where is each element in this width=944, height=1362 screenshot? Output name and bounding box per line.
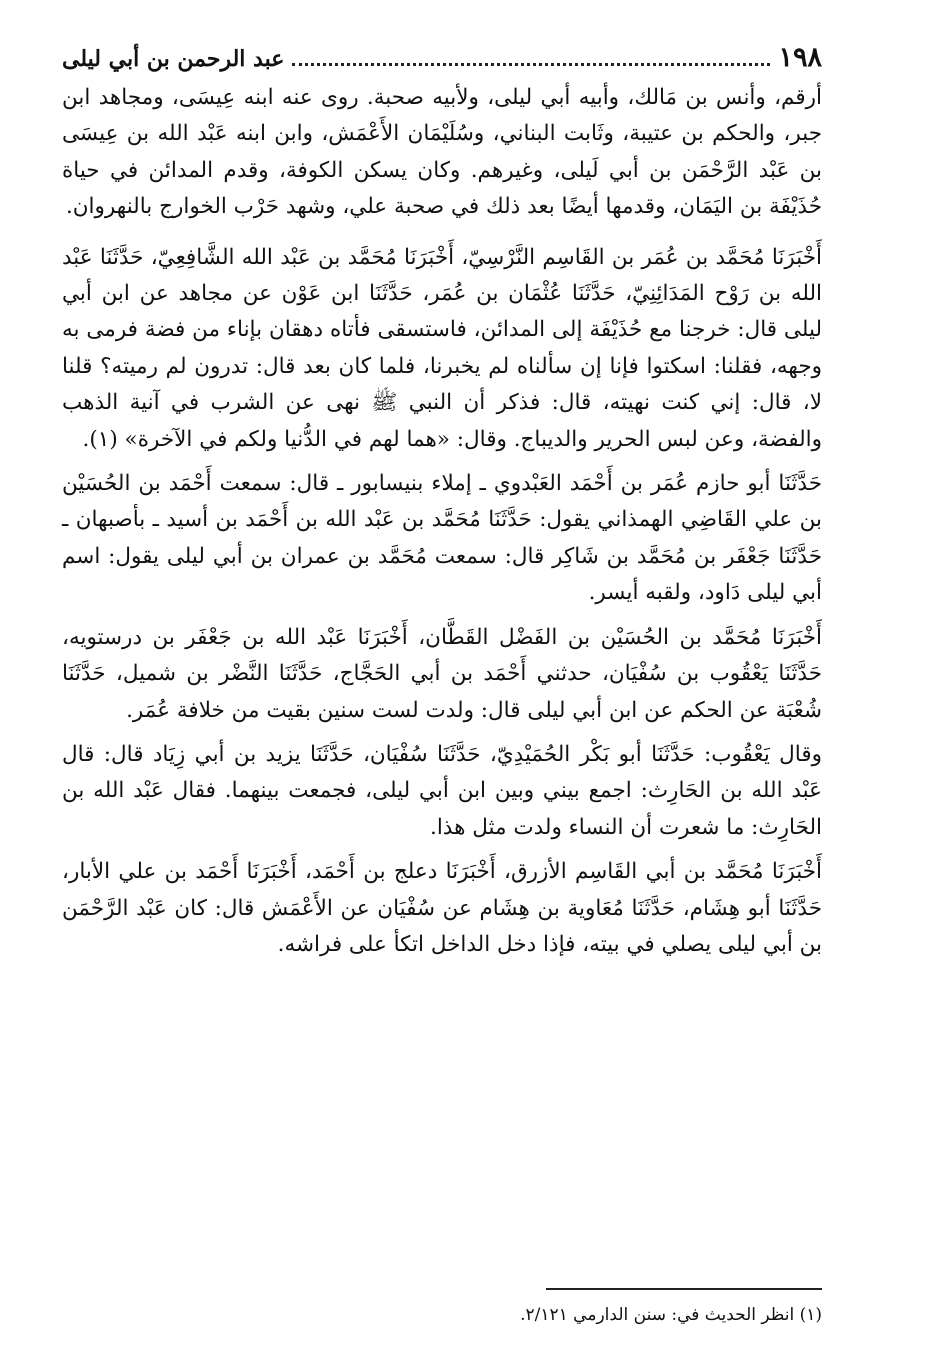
page-number: ١٩٨ bbox=[778, 42, 822, 73]
paragraph-birth: أَخْبَرَنَا مُحَمَّد بن الحُسَيْن بن الفَضْل القَطَّان، أَخْبَرَنَا عَبْد الله بن جَعْفَر بن درستويه، حَدَّثَنَا يَعْقُوب بن سُفْيَان، حدثني أَحْمَد بن أبي الحَجَّاج، حَدَّثَنَا النَّضْر بن شميل، حَدَّثَنَا شُعْبَة عن الحكم عن ابن أبي ليلى قال: ولدت لست سنين بقيت من خلافة عُمَر. bbox=[62, 624, 822, 723]
paragraph-abdallah-ibn-harith: وقال يَعْقُوب: حَدَّثَنَا أبو بَكْر الحُمَيْدِيّ، حَدَّثَنَا سُفْيَان، حَدَّثَنَا يزيد بن أبي زِيَاد قال: قال عَبْد الله بن الحَارِث: اجمع بيني وبين ابن أبي ليلى، فجمعت بينهما. فقال عَبْد الله بن الحَارِث: ما شعرت أن النساء ولدت مثل هذا. bbox=[62, 741, 822, 840]
body-text bbox=[62, 80, 822, 963]
paragraph-hadith-hudhayfa: أَخْبَرَنَا مُحَمَّد بن عُمَر بن القَاسِم النَّرْسِيّ، أَخْبَرَنَا مُحَمَّد بن عَبْد الله الشَّافِعِيّ، حَدَّثَنَا عَبْد الله بن رَوْح المَدَائِنِيّ، حَدَّثَنَا عُثْمَان بن عُمَر، حَدَّثَنَا ابن عَوْن عن مجاهد عن ابن أبي ليلى قال: خرجنا مع حُذَيْفَة إلى المدائن، فاستسقى فأتاه دهقان بإناء من فضة فرمى به وجهه، فقلنا: اسكتوا فإنا إن سألناه لم يخبرنا، فلما كان بعد قال: تدرون لم رميته؟ قلنا لا، قال: إني كنت نهيته، قال: فذكر أن النبي ﷺ نهى عن الشرب في آنية الذهب والفضة، وعن لبس الحرير والديباج. وقال: «هما لهم في الدُّنيا ولكم في الآخرة» (١). bbox=[62, 244, 822, 452]
paragraph-name-of-abu-layla: حَدَّثَنَا أبو حازم عُمَر بن أَحْمَد العَبْدوي ـ إملاء بنيسابور ـ قال: سمعت أَحْمَد بن الحُسَيْن بن علي القَاضِي الهمذاني يقول: حَدَّثَنَا مُحَمَّد بن عَبْد الله بن أَحْمَد بن أسيد ـ بأصبهان ـ حَدَّثَنَا جَعْفَر بن مُحَمَّد بن شَاكِر قال: سمعت مُحَمَّد بن عمران بن أبي ليلى يقول: اسم أبي ليلى دَاود، ولقبه أيسر. bbox=[62, 471, 822, 606]
footnote-separator bbox=[546, 1288, 822, 1290]
paragraph-biography: أرقم، وأنس بن مَالك، وأبيه أبي ليلى، ولأبيه صحبة. روى عنه ابنه عِيسَى، ومجاهد ابن جبر، والحكم بن عتيبة، وثَابت البناني، وسُلَيْمَان الأَعْمَش، وابن ابنه عَبْد الله بن عِيسَى بن عَبْد الرَّحْمَن بن أبي لَيلى، وغيرهم. وكان يسكن الكوفة، وقدم المدائن في حياة حُذَيْفَة بن اليَمَان، وقدمها أيضًا بعد ذلك في صحبة علي، وشهد حَرْب الخوارج بالنهروان. bbox=[62, 85, 822, 220]
footnote: (١) انظر الحديث في: سنن الدارمي ٢/١٢١. bbox=[520, 1305, 822, 1325]
header-dotted-leader bbox=[292, 63, 770, 66]
paragraph-prayer-at-home: أَخْبَرَنَا مُحَمَّد بن أبي القَاسِم الأزرق، أَخْبَرَنَا دعلج بن أَحْمَد، أَخْبَرَنَا أَحْمَد بن علي الأبار، حَدَّثَنَا أبو هِشَام، حَدَّثَنَا مُعَاوية بن هِشَام عن سُفْيَان عن الأَعْمَش قال: كان عَبْد الرَّحْمَن بن أبي ليلى يصلي في بيته، فإذا دخل الداخل اتكأ على فراشه. bbox=[62, 859, 822, 957]
book-page bbox=[62, 40, 822, 971]
running-title: عبد الرحمن بن أبي ليلى bbox=[62, 46, 285, 72]
page-header bbox=[62, 40, 822, 80]
